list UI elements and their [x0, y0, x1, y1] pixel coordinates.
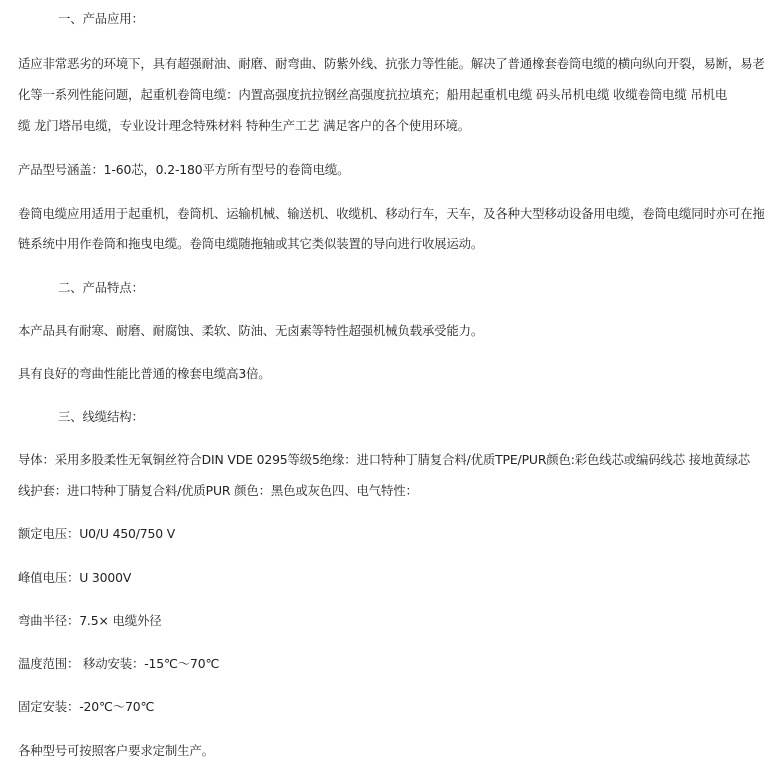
rated-voltage: 额定电压：U0/U 450/750 V	[18, 526, 176, 541]
fixed-installation: 固定安装：-20℃～70℃	[18, 699, 155, 714]
paragraph-line: 线护套：进口特种丁腈复合料/优质PUR 颜色：黑色或灰色四、电气特性：	[18, 483, 418, 498]
paragraph-line: 缆 龙门塔吊电缆，专业设计理念特殊材料 特种生产工艺 满足客户的各个使用环境。	[18, 118, 471, 133]
section-heading-features: 二、产品特点：	[58, 280, 144, 295]
paragraph-line: 具有良好的弯曲性能比普通的橡套电缆高3倍。	[18, 366, 271, 381]
custom-production-note: 各种型号可按照客户要求定制生产。	[18, 743, 214, 758]
bending-radius: 弯曲半径：7.5× 电缆外径	[18, 613, 162, 628]
paragraph-line: 链系统中用作卷筒和拖曳电缆。卷筒电缆随拖轴或其它类似装置的导向进行收展运动。	[18, 236, 484, 251]
paragraph-line: 卷筒电缆应用适用于起重机，卷筒机、运输机械、输送机、收缆机、移动行车，天车，及各种大型移动设备用电缆，卷筒电缆同时亦可在拖	[18, 206, 765, 221]
section-heading-structure: 三、线缆结构：	[58, 409, 144, 424]
paragraph-line: 本产品具有耐寒、耐磨、耐腐蚀、柔软、防油、无卤素等特性超强机械负载承受能力。	[18, 323, 484, 338]
paragraph-line: 导体：采用多股柔性无氧铜丝符合DIN VDE 0295等级5绝缘：进口特种丁腈复合料/优质TPE/PUR颜色:彩色线芯或编码线芯 接地黄绿芯	[18, 452, 750, 467]
paragraph-line: 适应非常恶劣的环境下，具有超强耐油、耐磨、耐弯曲、防紫外线、抗张力等性能。解决了普通橡套卷筒电缆的横向纵向开裂，易断，易老	[18, 56, 765, 71]
peak-voltage: 峰值电压：U 3000V	[18, 570, 132, 585]
paragraph-line: 化等一系列性能问题，起重机卷筒电缆：内置高强度抗拉钢丝高强度抗拉填充；船用起重机电缆 码头吊机电缆 收缆卷筒电缆 吊机电	[18, 87, 728, 102]
section-heading-application: 一、产品应用：	[58, 11, 144, 26]
temperature-range: 温度范围： 移动安装：-15℃～70℃	[18, 656, 220, 671]
paragraph-line: 产品型号涵盖：1-60芯，0.2-180平方所有型号的卷筒电缆。	[18, 162, 350, 177]
